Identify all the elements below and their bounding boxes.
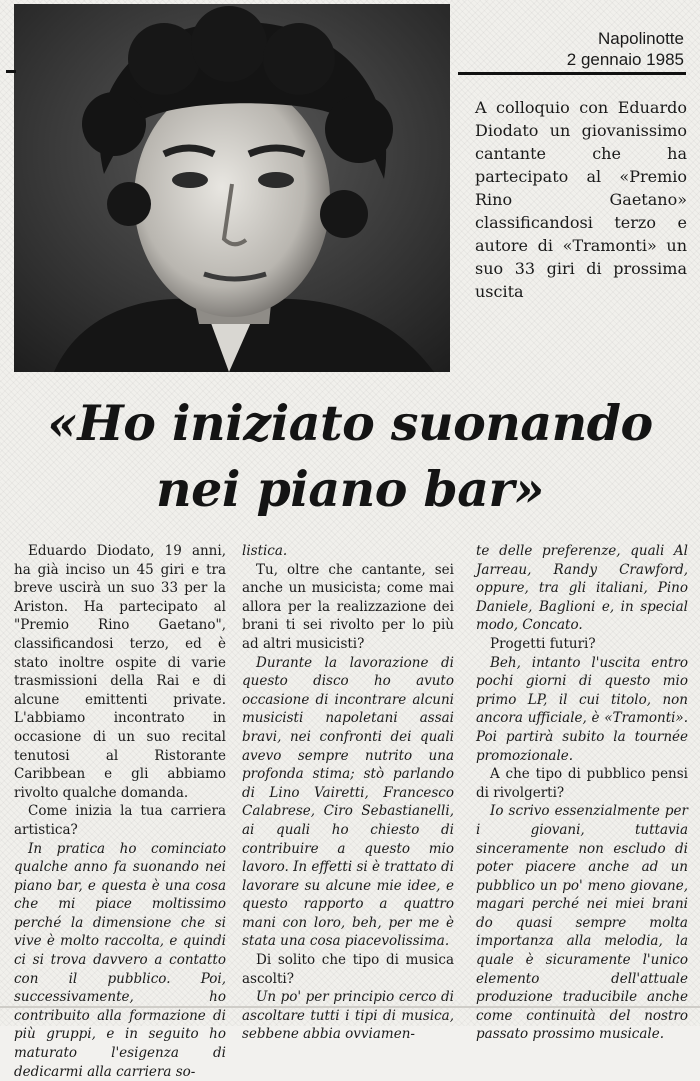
masthead-rule	[458, 72, 686, 75]
question: Progetti futuri?	[476, 635, 688, 654]
answer: In pratica ho cominciato qualche anno fa suonando nei piano bar, e questa è una cosa che mi piace moltissimo perché la dimensione che si vive è molto raccolta, e quindi ci si trova davvero a contatto con il pubblico. Poi, successivamente, ho contribuito alla formazione di più gruppi, e in seguito ho maturato l'esigenza di dedicarmi alla carriera so-	[14, 840, 226, 1081]
article-column-3	[476, 542, 688, 1044]
question: Come inizia la tua carriera artistica?	[14, 802, 226, 839]
answer-continuation: te delle preferenze, quali Al Jarreau, Randy Crawford, oppure, tra gli italiani, Pino Daniele, Baglioni e, in special modo, Concato.	[476, 542, 688, 635]
intro-summary: A colloquio con Eduardo Diodato un giovanissimo cantante che ha partecipato al «Premio Rino Gaetano» classificandosi terzo e autore di «Tramonti» un suo 33 giri di prossima uscita	[475, 96, 687, 303]
headline-line-1: «Ho iniziato suonando	[0, 390, 700, 456]
question: A che tipo di pubblico pensi di rivolgerti?	[476, 765, 688, 802]
answer: Un po' per principio cerco di ascoltare tutti i tipi di musica, sebbene abbia ovviamen-	[242, 988, 454, 1044]
publication-name: Napolinotte	[567, 28, 684, 49]
publication-date: 2 gennaio 1985	[567, 49, 684, 70]
question: Di solito che tipo di musica ascolti?	[242, 951, 454, 988]
bottom-edge	[0, 1006, 700, 1008]
portrait-illustration	[14, 4, 450, 372]
answer: Io scrivo essenzialmente per i giovani, tuttavia sinceramente non escludo di poter piacere anche ad un pubblico un po' meno giovane, magari perché nei miei brani do quasi sempre molta importanza alla melodia, la quale è sicuramente l'unico elemento dell'attuale produzione traducibile anche come continuità del nostro passato prossimo musicale.	[476, 802, 688, 1044]
portrait-photo	[14, 4, 450, 372]
masthead	[567, 28, 684, 70]
answer: Beh, intanto l'uscita entro pochi giorni di questo mio primo LP, il cui titolo, non ancora ufficiale, è «Tramonti». Poi partirà subito la tournée promozionale.	[476, 654, 688, 766]
answer: Durante la lavorazione di questo disco ho avuto occasione di incontrare alcuni musicisti napoletani assai bravi, nei confronti dei quali avevo sempre nutrito una profonda stima; stò parlando di Lino Vairetti, Francesco Calabrese, Ciro Sebastianelli, ai quali ho chiesto di contribuire a questo mio lavoro. In effetti si è trattato di lavorare su alcune mie idee, e questo rapporto a quattro mani con loro, beh, per me è stata una cosa piacevolissima.	[242, 654, 454, 952]
left-rule	[6, 70, 16, 73]
answer-continuation: listica.	[242, 542, 454, 561]
paragraph: Eduardo Diodato, 19 anni, ha già inciso un 45 giri e tra breve uscirà un suo 33 per la Ariston. Ha partecipato al "Premio Rino Gaetano", classificandosi terzo, ed è stato inoltre ospite di varie trasmissioni della Rai e di alcune emittenti private. L'abbiamo incontrato in occasione di un suo recital tenutosi al Ristorante Caribbean e gli abbiamo rivolto qualche domanda.	[14, 542, 226, 802]
article-column-2	[242, 542, 454, 1044]
article-column-1	[14, 542, 226, 1081]
question: Tu, oltre che cantante, sei anche un musicista; come mai allora per la realizzazione dei brani ti sei rivolto per lo più ad altri musicisti?	[242, 561, 454, 654]
headline	[0, 390, 700, 522]
headline-line-2: nei piano bar»	[0, 456, 700, 522]
